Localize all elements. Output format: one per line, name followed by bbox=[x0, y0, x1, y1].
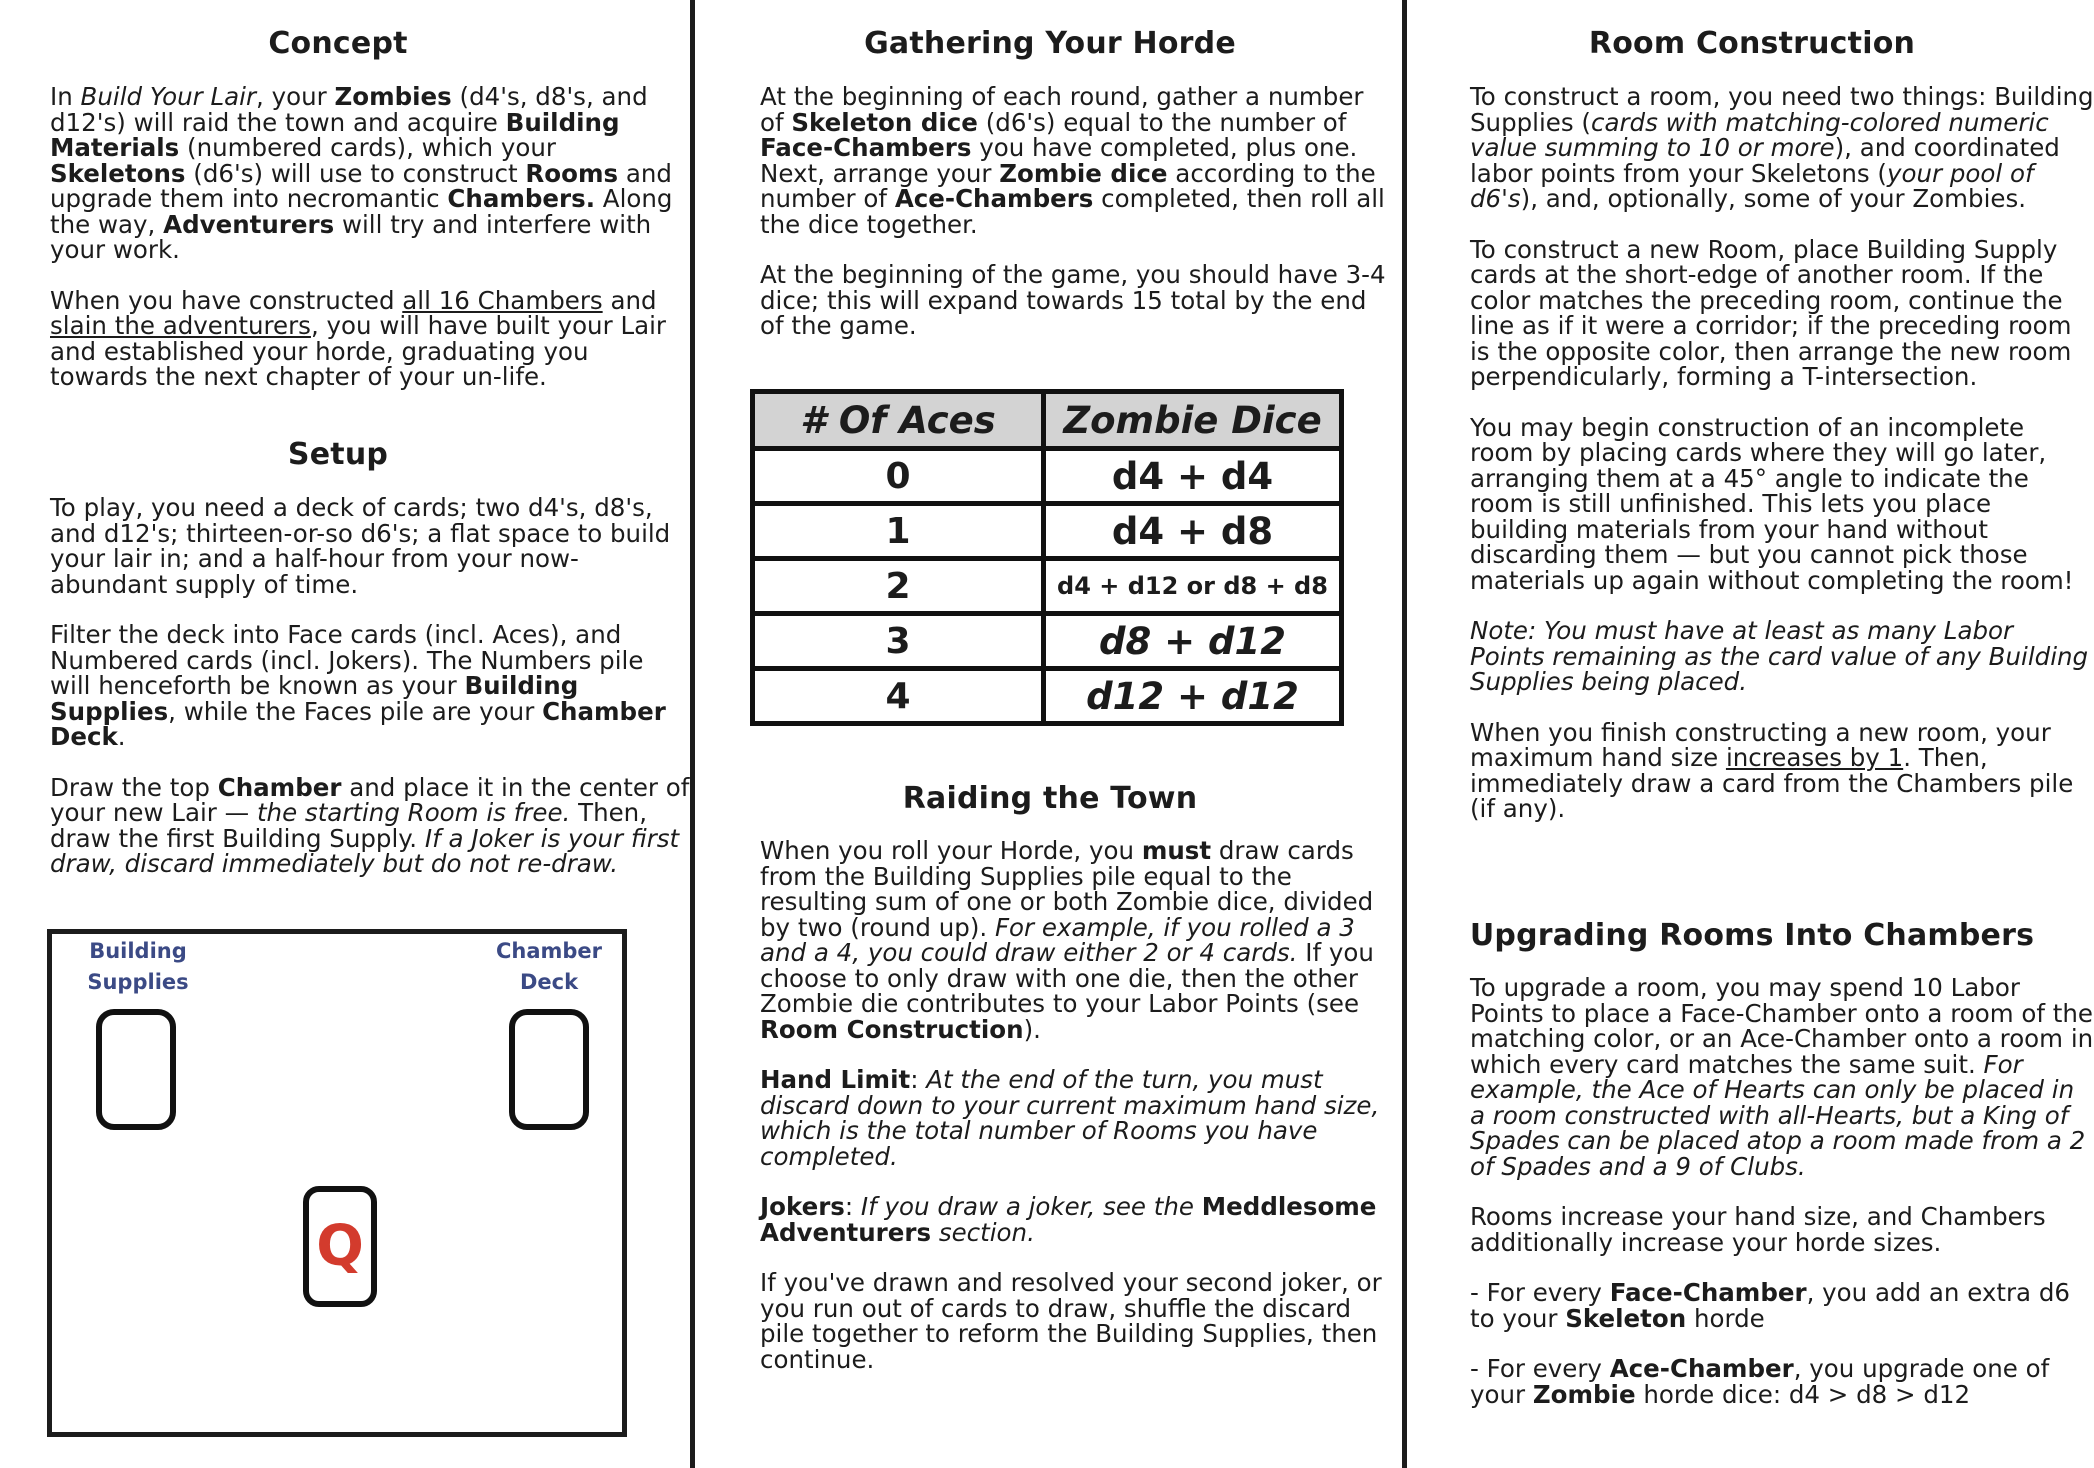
construction-paragraph: To construct a new Room, place Building Supply cards at the short-edge of another room. If the color matches the preceding room, continue the line as if it were a corridor; if the preceding room is the opposite color, then arrange the new room perpendicularly, forming a T-intersection. bbox=[1470, 234, 2072, 391]
table-header-aces: # Of Aces bbox=[753, 392, 1044, 449]
chamber-deck-pile bbox=[509, 1009, 589, 1130]
construction-body bbox=[1470, 84, 2094, 822]
upgrade-body bbox=[1470, 975, 2094, 1407]
table-row bbox=[753, 669, 1342, 724]
column-horde-raid bbox=[698, 0, 1402, 1468]
horde-body bbox=[760, 84, 1390, 339]
lair-setup-diagram bbox=[47, 929, 627, 1437]
column-divider-right bbox=[1402, 0, 1407, 1468]
concept-heading: Concept bbox=[268, 26, 408, 61]
aces-cell: 3 bbox=[753, 614, 1044, 669]
column-divider-left bbox=[690, 0, 695, 1468]
raid-paragraph: Hand Limit: At the end of the turn, you must discard down to your current maximum hand size, which is the total number of Rooms you have completed. bbox=[760, 1065, 1380, 1171]
construction-paragraph: When you finish constructing a new room, your maximum hand size increases by 1. Then, immediately draw a card from the Chambers pile (if any). bbox=[1470, 717, 2074, 823]
dice-cell: d4 + d8 bbox=[1044, 504, 1342, 559]
dice-cell: d12 + d12 bbox=[1044, 669, 1342, 724]
upgrade-paragraph: To upgrade a room, you may spend 10 Labor Points to place a Face-Chamber onto a room of the matching color, or an Ace-Chamber onto a room in which every card matches the same suit. For example, the Ace of Hearts can only be placed in a room constructed with all-Hearts, but a King of Spades can be placed atop a room made from a 2 of Spades and a 9 of Clubs. bbox=[1470, 973, 2094, 1181]
upgrade-heading: Upgrading Rooms Into Chambers bbox=[1469, 918, 2035, 953]
raid-paragraph: If you've drawn and resolved your second joker, or you run out of cards to draw, shuffle the discard pile together to reform the Building Supplies, then continue. bbox=[760, 1268, 1382, 1374]
setup-body bbox=[50, 495, 690, 877]
concept-body bbox=[50, 84, 690, 390]
building-supplies-label: Building Supplies bbox=[87, 939, 189, 994]
aces-cell: 2 bbox=[753, 559, 1044, 614]
table-header-zombie-dice: Zombie Dice bbox=[1044, 392, 1342, 449]
column-construction bbox=[1410, 0, 2094, 1468]
zombie-dice-table bbox=[750, 389, 1344, 726]
upgrade-bullet: - For every Ace-Chamber, you upgrade one of your Zombie horde dice: d4 > d8 > d12 bbox=[1470, 1354, 2050, 1409]
chamber-deck-label: Chamber Deck bbox=[495, 939, 603, 994]
aces-cell: 4 bbox=[753, 669, 1044, 724]
aces-cell: 0 bbox=[753, 449, 1044, 504]
table-header-row bbox=[753, 392, 1342, 449]
starting-chamber-card: Q bbox=[303, 1186, 377, 1307]
dice-cell: d4 + d12 or d8 + d8 bbox=[1044, 559, 1342, 614]
dice-cell: d4 + d4 bbox=[1044, 449, 1342, 504]
table-row bbox=[753, 449, 1342, 504]
column-concept-setup bbox=[0, 0, 690, 1468]
raid-paragraph: When you roll your Horde, you must draw cards from the Building Supplies pile equal to the resulting sum of one or both Zombie dice, divided by two (round up). For example, if you rolled a 3 and a 4, you could draw either 2 or 4 cards. If you choose to only draw with one die, then the other Zombie die contributes to your Labor Points (see Room Construction). bbox=[760, 836, 1374, 1044]
horde-paragraph: At the beginning of each round, gather a number of Skeleton dice (d6's) equal to the number of Face-Chambers you have completed, plus one. Next, arrange your Zombie dice according to the number of Ace-Chambers completed, then roll all the dice together. bbox=[760, 82, 1385, 239]
concept-paragraph: When you have constructed all 16 Chambers and slain the adventurers, you will have built your Lair and established your horde, graduating you towards the next chapter of your un-life. bbox=[50, 285, 666, 391]
table-row bbox=[753, 614, 1342, 669]
horde-heading: Gathering Your Horde bbox=[864, 26, 1236, 61]
raid-body bbox=[760, 838, 1390, 1372]
raid-heading: Raiding the Town bbox=[902, 781, 1198, 816]
concept-paragraph: In Build Your Lair, your Zombies (d4's, d8's, and d12's) will raid the town and acquire Building Materials (numbered cards), which your Skeletons (d6's) will use to construct Rooms and upgrade them into necromantic Chambers. Along the way, Adventurers will try and interfere with your work. bbox=[50, 82, 673, 264]
construction-paragraph: To construct a room, you need two things: Building Supplies (cards with matching-colored numeric value summing to 10 or more), and coordinated labor points from your Skeletons (your pool of d6's), and, optionally, some of your Zombies. bbox=[1470, 82, 2094, 213]
upgrade-bullet: - For every Face-Chamber, you add an extra d6 to your Skeleton horde bbox=[1470, 1278, 2070, 1333]
setup-heading: Setup bbox=[287, 437, 389, 472]
construction-note: Note: You must have at least as many Labor Points remaining as the card value of any Building Supplies being placed. bbox=[1470, 616, 2089, 696]
setup-paragraph: Filter the deck into Face cards (incl. Aces), and Numbered cards (incl. Jokers). The Numbers pile will henceforth be known as your Building Supplies, while the Faces pile are your Chamber Deck. bbox=[50, 620, 666, 751]
construction-heading: Room Construction bbox=[1588, 26, 1916, 61]
aces-cell: 1 bbox=[753, 504, 1044, 559]
setup-paragraph: Draw the top Chamber and place it in the center of your new Lair — the starting Room is free. Then, draw the first Building Supply. If a Joker is your first draw, discard immediately but do not re-draw. bbox=[50, 772, 690, 878]
construction-paragraph: You may begin construction of an incomplete room by placing cards where they will go later, arranging them at a 45° angle to indicate the room is still unfinished. This lets you place building materials from your hand without discarding them — but you cannot pick those materials up again without completing the room! bbox=[1470, 412, 2074, 595]
setup-paragraph: To play, you need a deck of cards; two d4's, d8's, and d12's; thirteen-or-so d6's; a flat space to build your lair in; and a half-hour from your now-abundant supply of time. bbox=[50, 493, 671, 599]
horde-paragraph: At the beginning of the game, you should have 3-4 dice; this will expand towards 15 total by the end of the game. bbox=[760, 260, 1386, 340]
upgrade-paragraph: Rooms increase your hand size, and Chambers additionally increase your horde sizes. bbox=[1470, 1202, 2046, 1257]
dice-cell: d8 + d12 bbox=[1044, 614, 1342, 669]
building-supplies-pile bbox=[96, 1009, 176, 1130]
table-row bbox=[753, 504, 1342, 559]
raid-paragraph: Jokers: If you draw a joker, see the Meddlesome Adventurers section. bbox=[760, 1192, 1377, 1247]
table-row bbox=[753, 559, 1342, 614]
